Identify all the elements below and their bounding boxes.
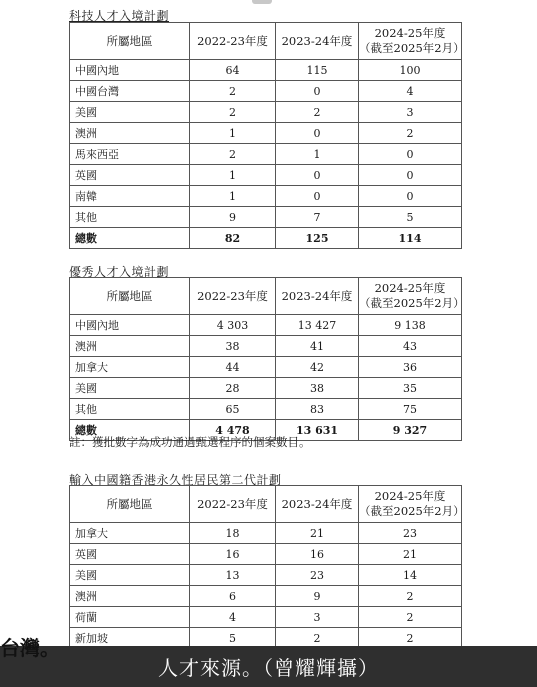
count-cell: 0 bbox=[276, 186, 359, 207]
count-cell: 2 bbox=[359, 586, 462, 607]
table-row bbox=[70, 586, 462, 607]
count-cell: 16 bbox=[276, 544, 359, 565]
table-row bbox=[70, 523, 462, 544]
column-header-region: 所屬地區 bbox=[70, 486, 190, 523]
region-cell: 南韓 bbox=[70, 186, 190, 207]
count-cell: 6 bbox=[190, 586, 276, 607]
column-header-year: 2022-23年度 bbox=[190, 278, 276, 315]
column-header-year: 2022-23年度 bbox=[190, 486, 276, 523]
region-cell: 美國 bbox=[70, 102, 190, 123]
region-cell: 英國 bbox=[70, 165, 190, 186]
count-cell: 9 bbox=[276, 586, 359, 607]
table-row bbox=[70, 565, 462, 586]
count-cell: 9 138 bbox=[359, 315, 462, 336]
count-cell: 3 bbox=[359, 102, 462, 123]
count-cell: 2 bbox=[359, 628, 462, 649]
region-cell: 新加坡 bbox=[70, 628, 190, 649]
table-1-title: 科技人才入境計劃 bbox=[69, 9, 170, 23]
count-cell: 4 303 bbox=[190, 315, 276, 336]
region-cell: 馬來西亞 bbox=[70, 144, 190, 165]
table-row bbox=[70, 144, 462, 165]
count-cell: 83 bbox=[276, 399, 359, 420]
total-cell: 125 bbox=[276, 228, 359, 249]
scroll-indicator[interactable] bbox=[252, 0, 272, 4]
column-header-region: 所屬地區 bbox=[70, 278, 190, 315]
count-cell: 3 bbox=[276, 607, 359, 628]
count-cell: 100 bbox=[359, 60, 462, 81]
count-cell: 23 bbox=[359, 523, 462, 544]
count-cell: 1 bbox=[190, 165, 276, 186]
count-cell: 38 bbox=[190, 336, 276, 357]
image-caption-bar bbox=[0, 646, 537, 687]
column-header-year: 2023-24年度 bbox=[276, 486, 359, 523]
region-cell: 中國台灣 bbox=[70, 81, 190, 102]
count-cell: 2 bbox=[190, 144, 276, 165]
count-cell: 23 bbox=[276, 565, 359, 586]
count-cell: 2 bbox=[190, 102, 276, 123]
count-cell: 2 bbox=[359, 123, 462, 144]
count-cell: 64 bbox=[190, 60, 276, 81]
table-3 bbox=[69, 485, 465, 649]
count-cell: 43 bbox=[359, 336, 462, 357]
region-cell: 其他 bbox=[70, 207, 190, 228]
count-cell: 2 bbox=[190, 81, 276, 102]
count-cell: 4 bbox=[359, 81, 462, 102]
count-cell: 0 bbox=[276, 123, 359, 144]
table-row bbox=[70, 357, 462, 378]
count-cell: 21 bbox=[276, 523, 359, 544]
count-cell: 16 bbox=[190, 544, 276, 565]
count-cell: 0 bbox=[359, 144, 462, 165]
count-cell: 41 bbox=[276, 336, 359, 357]
count-cell: 5 bbox=[190, 628, 276, 649]
count-cell: 4 bbox=[190, 607, 276, 628]
count-cell: 0 bbox=[276, 81, 359, 102]
count-cell: 1 bbox=[190, 123, 276, 144]
count-cell: 36 bbox=[359, 357, 462, 378]
count-cell: 115 bbox=[276, 60, 359, 81]
region-cell: 英國 bbox=[70, 544, 190, 565]
count-cell: 28 bbox=[190, 378, 276, 399]
total-row bbox=[70, 228, 462, 249]
table-row bbox=[70, 544, 462, 565]
total-cell: 114 bbox=[359, 228, 462, 249]
image-caption: 人才來源。（曾耀輝攝） bbox=[158, 656, 379, 680]
column-header-year: 2024-25年度 （截至2025年2月） bbox=[359, 486, 462, 523]
count-cell: 14 bbox=[359, 565, 462, 586]
table-header-row bbox=[70, 278, 462, 315]
count-cell: 1 bbox=[276, 144, 359, 165]
table-2 bbox=[69, 277, 465, 441]
column-header-region: 所屬地區 bbox=[70, 23, 190, 60]
table-row bbox=[70, 81, 462, 102]
count-cell: 0 bbox=[276, 165, 359, 186]
count-cell: 75 bbox=[359, 399, 462, 420]
count-cell: 21 bbox=[359, 544, 462, 565]
table-row bbox=[70, 165, 462, 186]
region-cell: 美國 bbox=[70, 378, 190, 399]
region-cell: 澳洲 bbox=[70, 336, 190, 357]
count-cell: 13 bbox=[190, 565, 276, 586]
total-label: 總數 bbox=[70, 420, 190, 441]
count-cell: 38 bbox=[276, 378, 359, 399]
count-cell: 65 bbox=[190, 399, 276, 420]
count-cell: 0 bbox=[359, 165, 462, 186]
count-cell: 5 bbox=[359, 207, 462, 228]
region-cell: 澳洲 bbox=[70, 123, 190, 144]
table-row bbox=[70, 378, 462, 399]
total-cell: 82 bbox=[190, 228, 276, 249]
table-row bbox=[70, 102, 462, 123]
total-cell: 4 478 bbox=[190, 420, 276, 441]
table-header-row bbox=[70, 486, 462, 523]
column-header-year: 2023-24年度 bbox=[276, 23, 359, 60]
count-cell: 18 bbox=[190, 523, 276, 544]
total-cell: 13 631 bbox=[276, 420, 359, 441]
count-cell: 2 bbox=[276, 628, 359, 649]
table-row bbox=[70, 399, 462, 420]
region-cell: 澳洲 bbox=[70, 586, 190, 607]
region-cell: 中國內地 bbox=[70, 60, 190, 81]
count-cell: 13 427 bbox=[276, 315, 359, 336]
column-header-year: 2024-25年度 （截至2025年2月） bbox=[359, 23, 462, 60]
region-cell: 美國 bbox=[70, 565, 190, 586]
region-cell: 中國內地 bbox=[70, 315, 190, 336]
region-cell: 加拿大 bbox=[70, 357, 190, 378]
table-row bbox=[70, 60, 462, 81]
region-cell: 加拿大 bbox=[70, 523, 190, 544]
count-cell: 42 bbox=[276, 357, 359, 378]
column-header-year: 2022-23年度 bbox=[190, 23, 276, 60]
region-cell: 荷蘭 bbox=[70, 607, 190, 628]
count-cell: 2 bbox=[276, 102, 359, 123]
table-row bbox=[70, 207, 462, 228]
table-row bbox=[70, 315, 462, 336]
table-1 bbox=[69, 22, 465, 249]
table-row bbox=[70, 123, 462, 144]
table-row bbox=[70, 186, 462, 207]
footnote: 註：獲批數字為成功通過甄選程序的個案數目。 bbox=[69, 435, 311, 449]
column-header-year: 2024-25年度 （截至2025年2月） bbox=[359, 278, 462, 315]
column-header-year: 2023-24年度 bbox=[276, 278, 359, 315]
table-3-title: 輸入中國籍香港永久性居民第二代計劃 bbox=[69, 473, 282, 487]
total-label: 總數 bbox=[70, 228, 190, 249]
count-cell: 9 bbox=[190, 207, 276, 228]
table-header-row bbox=[70, 23, 462, 60]
count-cell: 1 bbox=[190, 186, 276, 207]
count-cell: 35 bbox=[359, 378, 462, 399]
table-row bbox=[70, 607, 462, 628]
count-cell: 0 bbox=[359, 186, 462, 207]
region-cell: 其他 bbox=[70, 399, 190, 420]
table-2-title: 優秀人才入境計劃 bbox=[69, 265, 170, 279]
count-cell: 44 bbox=[190, 357, 276, 378]
article-text-fragment: 台灣。 bbox=[0, 636, 60, 660]
table-row bbox=[70, 336, 462, 357]
count-cell: 2 bbox=[359, 607, 462, 628]
count-cell: 7 bbox=[276, 207, 359, 228]
total-cell: 9 327 bbox=[359, 420, 462, 441]
